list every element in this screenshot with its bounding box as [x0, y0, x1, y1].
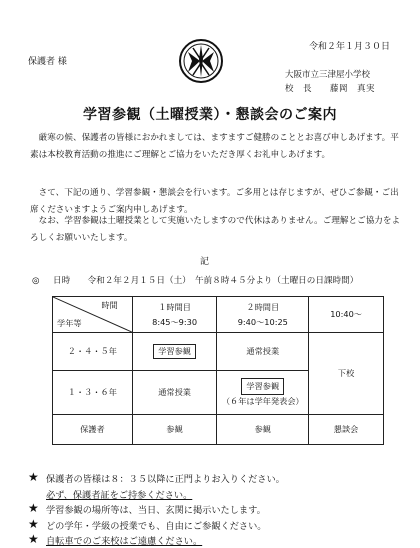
period2-header: ２時間目 9:40～10:25 [217, 297, 309, 333]
schedule-label: 日時 [52, 276, 71, 286]
star-icon: ★ [28, 501, 39, 515]
school-emblem-icon [178, 38, 224, 84]
sankan-box: 学習参観 [153, 344, 196, 359]
list-item: ★ 保護者の皆様は８：３５以降に正門よりお入りください。 [28, 470, 285, 485]
body-paragraph-2: さて、下記の通り、学習参観・懇談会を行います。ご多用とは存じますが、ぜひご参観・ご出席くださいますようご案内申しあげます。 [30, 188, 399, 215]
schedule-datetime: 令和２年２月１５日（土） 午前８時４５分より（土曜日の日課時間） [87, 276, 359, 286]
star-icon: ★ [28, 470, 39, 484]
header-corner-cell [53, 297, 133, 333]
period1-cell: 通常授業 [132, 371, 217, 415]
table-row [53, 333, 384, 371]
period1-cell [132, 333, 217, 371]
body-paragraph-3: なお、学習参観は土曜授業として実施いたしますので代休はありません。ご理解とご協力をよろしくお願いいたします。 [30, 216, 401, 243]
principal-name: 校 長 藤岡 真実 [285, 84, 376, 94]
period1-header: １時間目 8:45～9:30 [132, 297, 217, 333]
time-label: 時間 [101, 300, 118, 310]
grades-cell: １・３・６年 [53, 371, 133, 415]
list-item: ★ 自転車でのご来校はご遠慮ください。 [28, 532, 203, 547]
list-item: ★ 学習参観の場所等は、当日、玄関に掲示いたします。 [28, 501, 266, 516]
period2-cell [217, 371, 309, 415]
footer-cell: 懇談会 [309, 415, 384, 445]
period3-header: 10:40～ [309, 297, 384, 333]
presentation-note: （６年は学年発表会） [221, 395, 304, 406]
recipient: 保護者 様 [28, 57, 67, 67]
issue-date: 令和２年１月３０日 [308, 42, 390, 52]
grade-label: 学年等 [57, 318, 82, 328]
list-item: 必ず、保護者証をご持参ください。 [46, 489, 193, 501]
footer-cell: 参観 [217, 415, 309, 445]
list-item: ★ どの学年・学級の授業でも、自由にご参観ください。 [28, 516, 267, 532]
school-name: 大阪市立三津屋小学校 [285, 70, 371, 80]
dismissal-cell: 下校 [309, 333, 384, 415]
sankan-box: 学習参観 [241, 378, 284, 395]
ki-heading: 記 [200, 257, 210, 267]
star-icon: ★ [28, 532, 39, 546]
double-circle-icon: ◎ [32, 276, 40, 286]
schedule-table [52, 296, 384, 445]
star-icon: ★ [28, 516, 39, 531]
footer-cell: 参観 [132, 415, 217, 445]
footer-cell: 保護者 [53, 415, 133, 445]
document-title: 学習参観（土曜授業）・懇談会のご案内 [83, 107, 337, 123]
period2-cell: 通常授業 [217, 333, 309, 371]
schedule-line [32, 274, 358, 286]
notes-list [28, 470, 398, 548]
grades-cell: ２・４・５年 [53, 333, 133, 371]
table-header-row [53, 297, 384, 333]
body-paragraph-1: 厳寒の候、保護者の皆様におかれましては、ますますご健勝のこととお喜び申しあげます。平素は本校教育活動の推進にご理解とご協力をいただき厚くお礼申しあげます。 [30, 133, 399, 160]
table-footer-row [53, 415, 384, 445]
